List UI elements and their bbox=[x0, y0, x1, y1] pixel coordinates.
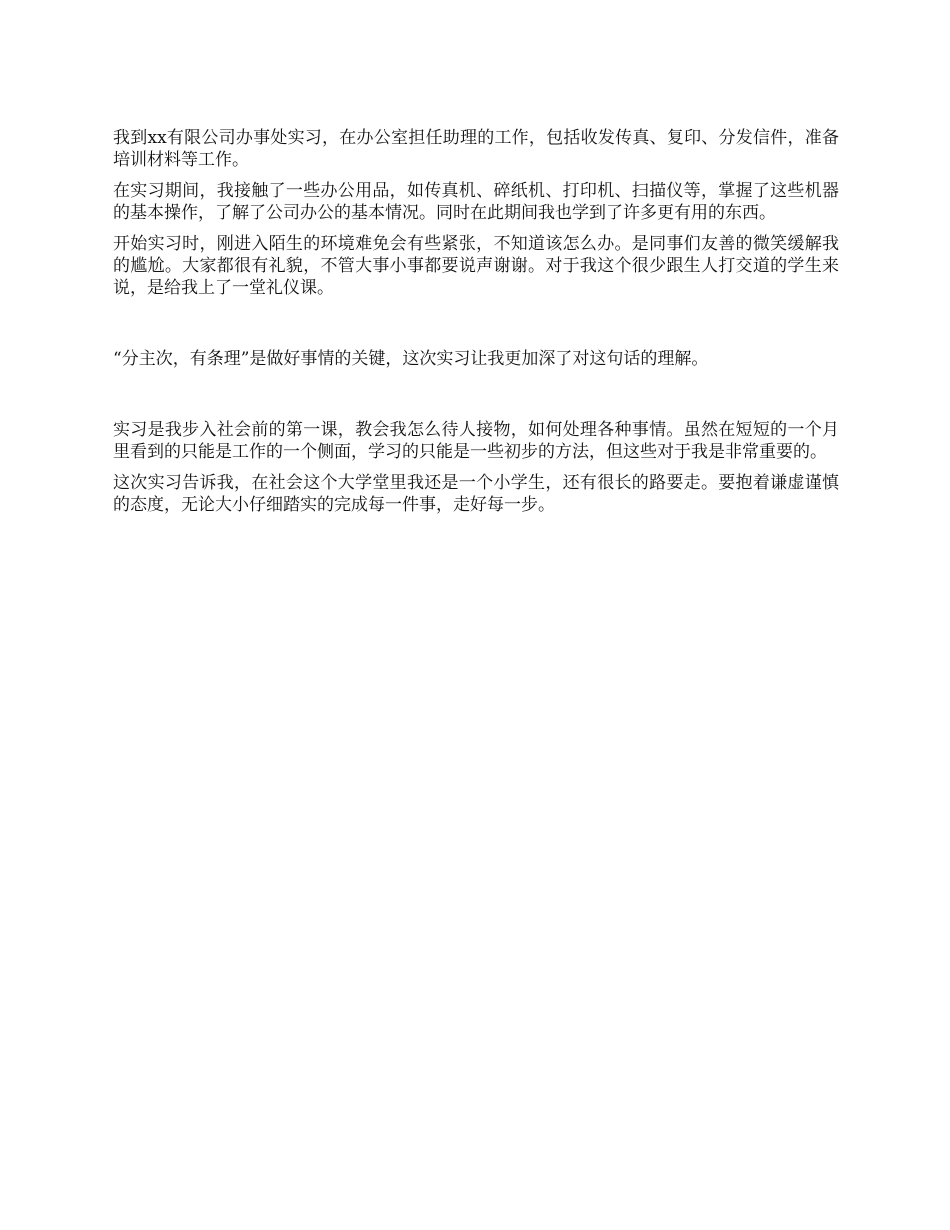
paragraph-1: 我到xx有限公司办事处实习，在办公室担任助理的工作，包括收发传真、复印、分发信件，准备培训材料等工作。 bbox=[113, 128, 839, 170]
paragraph-spacer bbox=[113, 379, 839, 419]
paragraph-6: 这次实习告诉我，在社会这个大学堂里我还是一个小学生，还有很长的路要走。要抱着谦虚谨慎的态度，无论大小仔细踏实的完成每一件事，走好每一步。 bbox=[113, 473, 839, 515]
paragraph-2: 在实习期间，我接触了一些办公用品，如传真机、碎纸机、打印机、扫描仪等，掌握了这些机器的基本操作，了解了公司办公的基本情况。同时在此期间我也学到了许多更有用的东西。 bbox=[113, 181, 839, 223]
paragraph-4: “分主次，有条理”是做好事情的关键，这次实习让我更加深了对这句话的理解。 bbox=[113, 349, 709, 369]
paragraph-spacer bbox=[113, 308, 839, 348]
paragraph-5: 实习是我步入社会前的第一课，教会我怎么待人接物，如何处理各种事情。虽然在短短的一个月里看到的只能是工作的一个侧面，学习的只能是一些初步的方法，但这些对于我是非常重要的。 bbox=[113, 420, 839, 462]
document-body bbox=[113, 127, 839, 525]
paragraph-3: 开始实习时，刚进入陌生的环境难免会有些紧张，不知道该怎么办。是同事们友善的微笑缓解我的尴尬。大家都很有礼貌，不管大事小事都要说声谢谢。对于我这个很少跟生人打交道的学生来说，是给我上了一堂礼仪课。 bbox=[113, 234, 839, 298]
